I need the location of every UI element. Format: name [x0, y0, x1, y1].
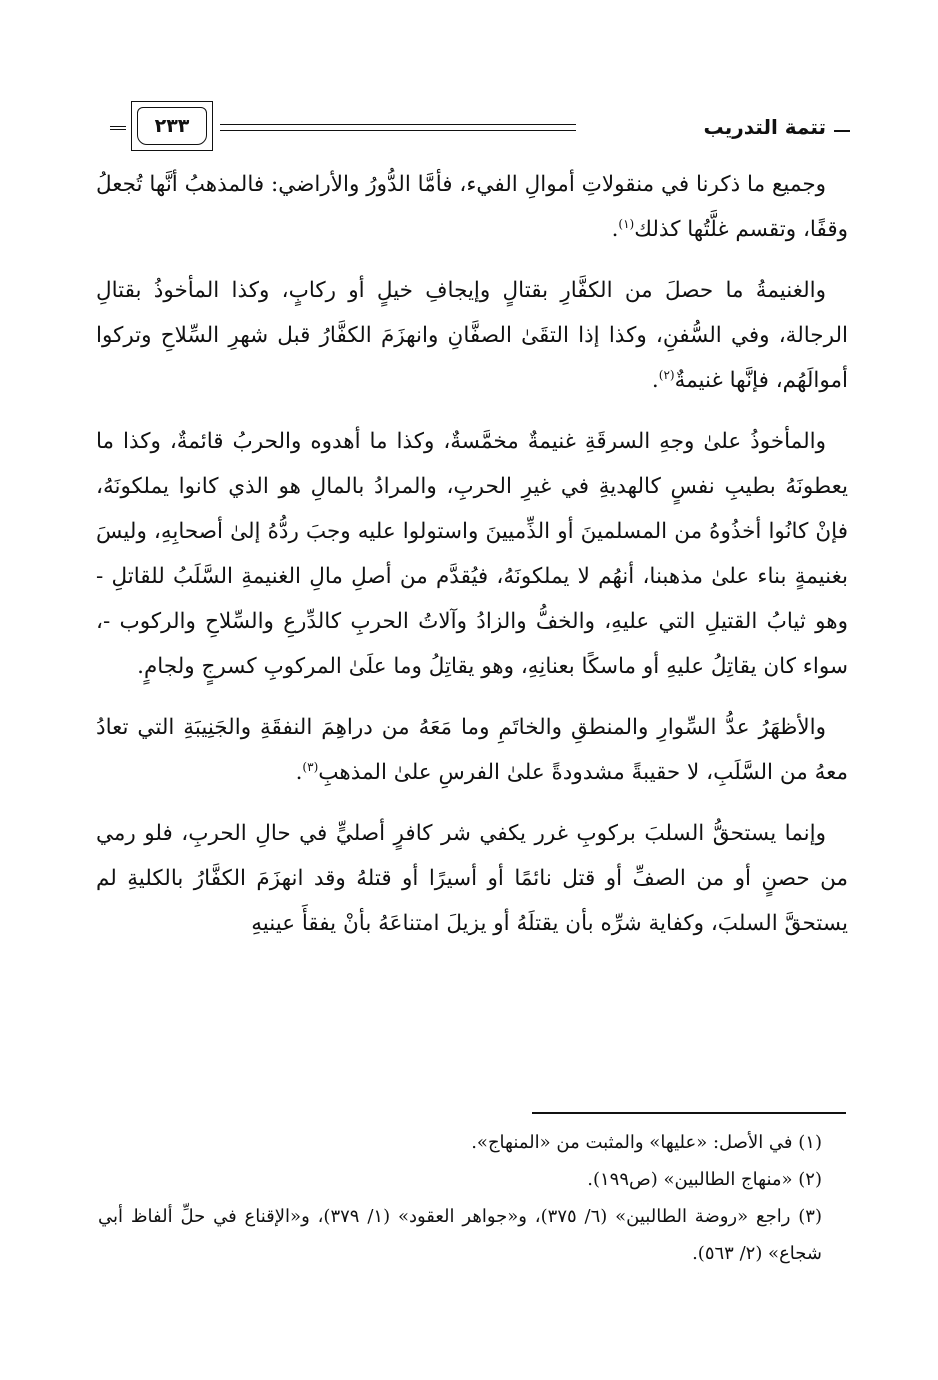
page-header	[100, 98, 850, 158]
header-dash-right	[834, 130, 850, 132]
main-text	[96, 162, 848, 962]
footnote-ref: (٢)	[658, 367, 675, 382]
footnote: (١) في الأصل: «عليها» والمثبت من «المنهاج».	[471, 1132, 822, 1153]
paragraph	[96, 811, 848, 946]
paragraph-text: وجميع ما ذكرنا في منقولاتِ أموالِ الفيء، فأمَّا الدُّورُ والأراضي: فالمذهبُ أنَّها تُجعلُ وقفًا، وتقسم غلَّتُها كذلك	[96, 172, 848, 242]
paragraph-text: والأظهَرُ عدُّ السِّوارِ والمنطقِ والخاتَمِ وما مَعَهُ من دراهِمَ النفقَةِ والجَنِيبَةِ التي تعادُ معهُ من السَّلَبِ، لا حقيبةً مشدودةً علىٰ الفرسِ علىٰ المذهبِ	[96, 715, 848, 785]
footnote-ref: (١)	[618, 216, 635, 231]
footnote: (٣) راجع «روضة الطالبين» (٦/ ٣٧٥)، و«جواهر العقود» (١/ ٣٧٩)، و«الإقناع في حلِّ ألفاظ أبي شجاع» (٢/ ٥٦٣).	[98, 1206, 822, 1264]
running-title: تتمة التدريب	[703, 115, 826, 139]
paragraph-text: وإنما يستحقُّ السلبَ بركوبِ غرر يكفي شر كافرٍ أصليٍّ في حالِ الحربِ، فلو رمي من حصنٍ أو من الصفِّ أو قتل نائمًا أو أسيرًا أو قتلهُ وقد انهزَمَ الكفَّارُ بالكليةِ لم يستحقَّ السلبَ، وكفاية شرِّه بأن يقتلَهُ أو يزيلَ امتناعَهُ بأنْ يفقأَ عينيهِ	[96, 821, 848, 936]
paragraph-end: .	[611, 217, 619, 242]
paragraph	[96, 268, 848, 403]
header-double-rule	[220, 124, 576, 131]
footnotes	[98, 1124, 848, 1272]
page-number: ٢٣٣	[154, 115, 190, 137]
header-dash-left	[110, 126, 126, 130]
page-number-inner-frame	[137, 107, 207, 145]
paragraph-end: .	[651, 368, 659, 393]
footnote-separator	[532, 1112, 846, 1114]
page-number-frame	[131, 101, 213, 151]
paragraph-end: .	[295, 760, 303, 785]
paragraph-text: والغنيمةُ ما حصلَ من الكفَّارِ بقتالٍ وإيجافِ خيلٍ أو ركابٍ، وكذا المأخوذُ بقتالِ الرجالة، وفي السُّفنِ، وكذا إذا التقَىٰ الصفَّانِ وانهزَمَ الكفَّارُ قبل شهرِ السِّلاحِ وتركوا أموالَهُم، فإنَّها غنيمةٌ	[96, 278, 848, 393]
paragraph	[96, 162, 848, 252]
paragraph	[96, 419, 848, 689]
paragraph-text: والمأخوذُ علىٰ وجهِ السرقَةِ غنيمةٌ مخمَّسةٌ، وكذا ما أهدوه والحربُ قائمةٌ، وكذا ما يعطونَهُ بطيبِ نفسٍ كالهديةِ في غيرِ الحربِ، والمرادُ بالمالِ هو الذي كانوا يملكونَهُ، فإنْ كانُوا أخذُوهُ من المسلمينَ أو الذِّميينَ واستولوا عليه وجبَ ردُّهُ إلىٰ أصحابِهِ، وليسَ بغنيمةٍ بناء علىٰ مذهبنا، أنهُم لا يملكونَهُ، فيُقدَّم من أصلِ مالِ الغنيمةِ السَّلَبُ للقاتلِ - وهو ثيابُ القتيلِ التي عليهِ، والخفُّ والزادُ وآلاتُ الحربِ كالدِّرعِ والسِّلاحِ والركوب -، سواء كان يقاتِلُ عليهِ أو ماسكًا بعنانِهِ، وهو يقاتِلُ وما علَىٰ المركوبِ كسرجٍ ولجامٍ.	[96, 429, 848, 679]
footnote: (٢) «منهاج الطالبين» (ص١٩٩).	[587, 1169, 822, 1190]
paragraph	[96, 705, 848, 795]
footnote-ref: (٣)	[302, 759, 319, 774]
